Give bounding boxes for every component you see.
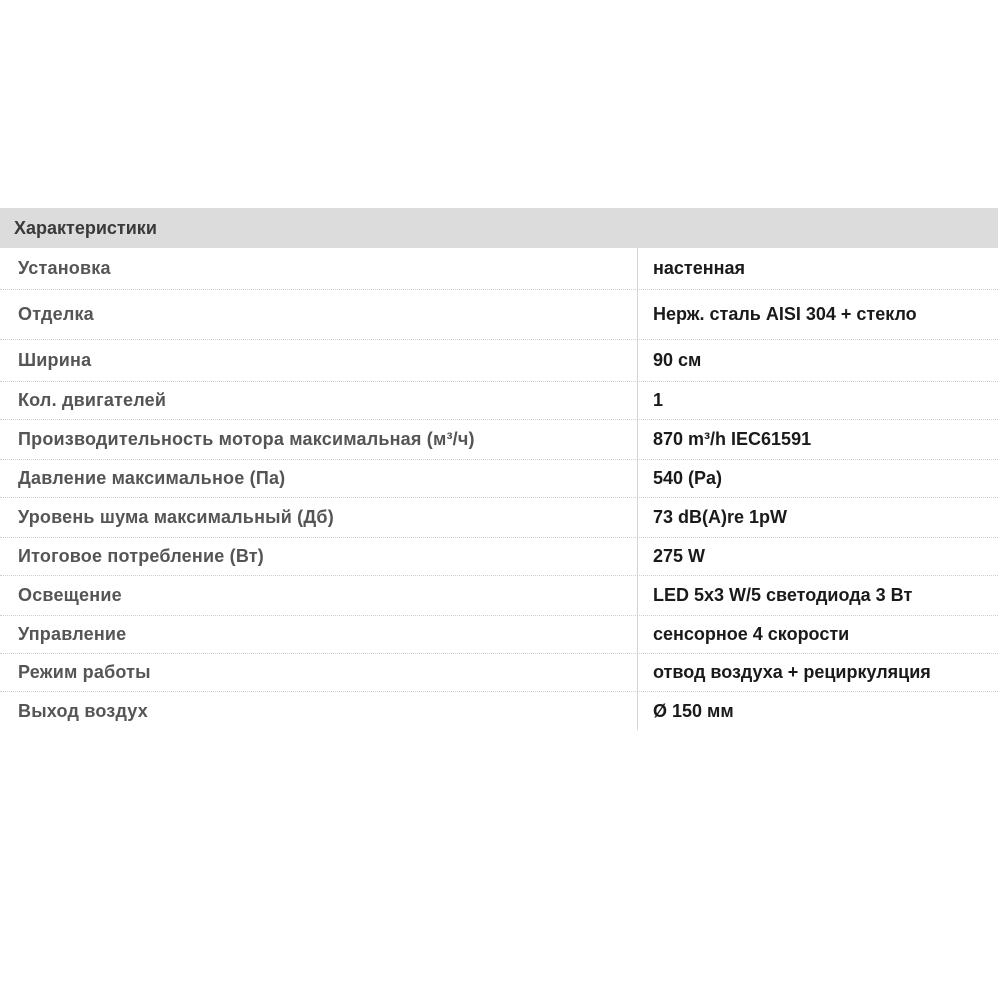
row-label: Выход воздух [18, 700, 148, 721]
row-value: 1 [637, 382, 998, 419]
row-label: Уровень шума максимальный (Дб) [18, 507, 334, 527]
row-label: Освещение [18, 585, 122, 605]
table-row [0, 498, 998, 538]
table-row [0, 654, 998, 692]
row-value: 73 dB(A)re 1pW [637, 498, 998, 537]
row-label: Ширина [18, 350, 92, 370]
specifications-table [0, 208, 998, 730]
row-label: Режим работы [18, 662, 151, 682]
table-row [0, 248, 998, 290]
row-value: 540 (Pa) [637, 460, 998, 497]
table-row [0, 382, 998, 420]
table-header: Характеристики [0, 208, 998, 248]
table-row [0, 692, 998, 730]
row-label: Управление [18, 624, 127, 644]
row-value: 90 см [637, 340, 998, 381]
table-row [0, 290, 998, 340]
row-label: Давление максимальное (Па) [18, 468, 286, 488]
table-row [0, 460, 998, 498]
table-row [0, 340, 998, 382]
row-value: сенсорное 4 скорости [637, 616, 998, 653]
row-value: настенная [637, 248, 998, 289]
table-row [0, 616, 998, 654]
row-value: 870 m³/h IEC61591 [637, 420, 998, 459]
row-label: Отделка [18, 304, 94, 324]
row-label: Установка [18, 258, 111, 278]
row-label: Кол. двигателей [18, 390, 167, 410]
row-value: Нерж. сталь AISI 304 + стекло [637, 290, 998, 339]
row-label: Итоговое потребление (Вт) [18, 546, 264, 566]
table-row [0, 538, 998, 576]
row-value: отвод воздуха + рециркуляция [637, 654, 998, 691]
row-value: Ø 150 мм [637, 692, 998, 730]
row-label: Производительность мотора максимальная (м³/ч) [18, 429, 475, 449]
row-value: LED 5x3 W/5 светодиода 3 Вт [637, 576, 998, 615]
table-row [0, 576, 998, 616]
row-value: 275 W [637, 538, 998, 575]
table-row [0, 420, 998, 460]
